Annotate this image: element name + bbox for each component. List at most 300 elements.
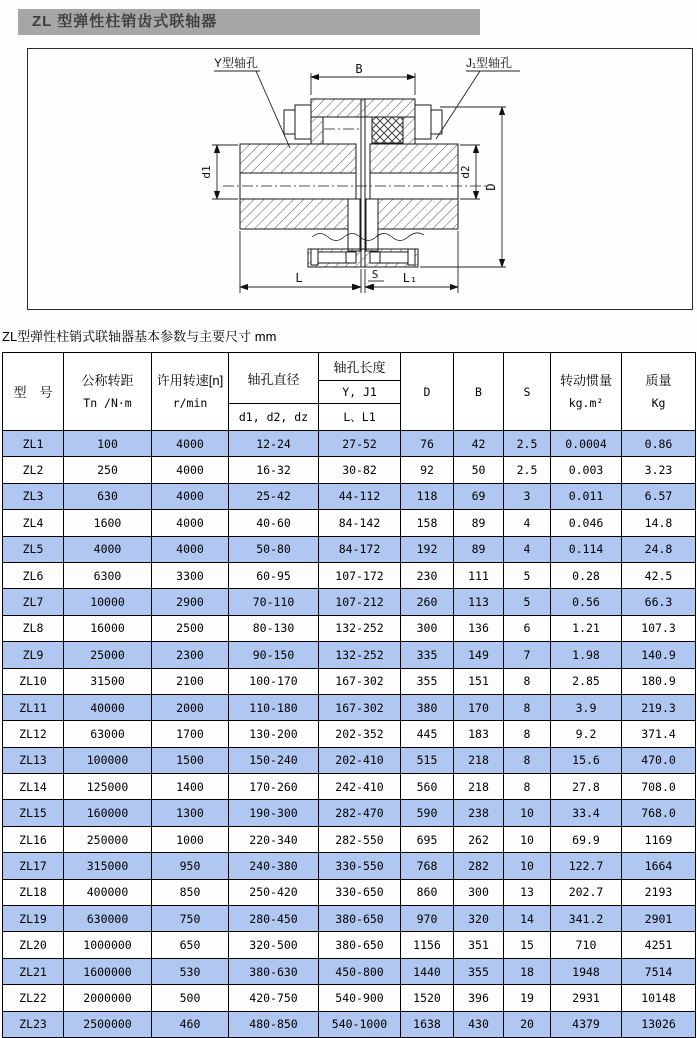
value-cell: 710 xyxy=(551,932,622,958)
value-cell: 2.85 xyxy=(551,668,622,694)
table-row xyxy=(3,668,696,694)
value-cell: 430 xyxy=(454,1011,504,1037)
label-dim-L: L xyxy=(295,271,303,285)
value-cell: 19 xyxy=(504,985,551,1011)
value-cell: 250 xyxy=(64,457,152,483)
value-cell: 218 xyxy=(454,774,504,800)
value-cell: 16-32 xyxy=(229,457,319,483)
value-cell: 69.9 xyxy=(551,826,622,852)
value-cell: 158 xyxy=(401,510,454,536)
value-cell: 92 xyxy=(401,457,454,483)
table-row xyxy=(3,853,696,879)
value-cell: 1000 xyxy=(152,826,229,852)
value-cell: 300 xyxy=(401,615,454,641)
value-cell: 12-24 xyxy=(229,431,319,457)
value-cell: 500 xyxy=(152,985,229,1011)
value-cell: 1948 xyxy=(551,958,622,984)
value-cell: 122.7 xyxy=(551,853,622,879)
value-cell: 76 xyxy=(401,431,454,457)
dim-d1 xyxy=(212,145,238,199)
table-row xyxy=(3,589,696,615)
value-cell: 351 xyxy=(454,932,504,958)
model-cell: ZL1 xyxy=(3,431,64,457)
model-cell: ZL22 xyxy=(3,985,64,1011)
value-cell: 218 xyxy=(454,747,504,773)
value-cell: 0.011 xyxy=(551,483,622,509)
header-bore-length-ll1: L、L1 xyxy=(319,404,401,431)
value-cell: 220-340 xyxy=(229,826,319,852)
value-cell: 202.7 xyxy=(551,879,622,905)
value-cell: 380-650 xyxy=(319,906,401,932)
value-cell: 27.8 xyxy=(551,774,622,800)
value-cell: 4 xyxy=(504,510,551,536)
table-row xyxy=(3,800,696,826)
value-cell: 0.0004 xyxy=(551,431,622,457)
value-cell: 118 xyxy=(401,483,454,509)
value-cell: 380 xyxy=(401,694,454,720)
value-cell: 110-180 xyxy=(229,694,319,720)
value-cell: 1300 xyxy=(152,800,229,826)
table-caption-unit: mm xyxy=(254,329,277,344)
header-speed-title: 许用转速[n] xyxy=(156,372,224,388)
leader-j1-bore xyxy=(436,71,520,139)
value-cell: 0.86 xyxy=(622,431,696,457)
value-cell: 282-550 xyxy=(319,826,401,852)
value-cell: 1500 xyxy=(152,747,229,773)
model-cell: ZL20 xyxy=(3,932,64,958)
value-cell: 630 xyxy=(64,483,152,509)
value-cell: 380-630 xyxy=(229,958,319,984)
value-cell: 190-300 xyxy=(229,800,319,826)
value-cell: 1.98 xyxy=(551,642,622,668)
model-cell: ZL12 xyxy=(3,721,64,747)
table-row xyxy=(3,483,696,509)
coupling-cross-section xyxy=(28,49,692,309)
value-cell: 170-260 xyxy=(229,774,319,800)
value-cell: 202-352 xyxy=(319,721,401,747)
value-cell: 7 xyxy=(504,642,551,668)
value-cell: 6.57 xyxy=(622,483,696,509)
value-cell: 396 xyxy=(454,985,504,1011)
label-dim-d1: d1 xyxy=(200,165,213,179)
model-cell: ZL8 xyxy=(3,615,64,641)
value-cell: 42 xyxy=(454,431,504,457)
value-cell: 2300 xyxy=(152,642,229,668)
value-cell: 89 xyxy=(454,536,504,562)
value-cell: 14.8 xyxy=(622,510,696,536)
value-cell: 1440 xyxy=(401,958,454,984)
hub-right xyxy=(370,144,458,229)
value-cell: 1600000 xyxy=(64,958,152,984)
value-cell: 63000 xyxy=(64,721,152,747)
value-cell: 5 xyxy=(504,562,551,588)
value-cell: 240-380 xyxy=(229,853,319,879)
value-cell: 238 xyxy=(454,800,504,826)
value-cell: 335 xyxy=(401,642,454,668)
value-cell: 167-302 xyxy=(319,694,401,720)
model-cell: ZL21 xyxy=(3,958,64,984)
value-cell: 515 xyxy=(401,747,454,773)
value-cell: 0.114 xyxy=(551,536,622,562)
value-cell: 2500000 xyxy=(64,1011,152,1037)
value-cell: 2193 xyxy=(622,879,696,905)
value-cell: 84-142 xyxy=(319,510,401,536)
model-cell: ZL18 xyxy=(3,879,64,905)
value-cell: 280-450 xyxy=(229,906,319,932)
value-cell: 4251 xyxy=(622,932,696,958)
table-row xyxy=(3,879,696,905)
header-B: B xyxy=(454,353,504,431)
value-cell: 40-60 xyxy=(229,510,319,536)
value-cell: 4000 xyxy=(152,536,229,562)
value-cell: 10 xyxy=(504,853,551,879)
value-cell: 282-470 xyxy=(319,800,401,826)
value-cell: 540-1000 xyxy=(319,1011,401,1037)
value-cell: 170 xyxy=(454,694,504,720)
value-cell: 708.0 xyxy=(622,774,696,800)
value-cell: 750 xyxy=(152,906,229,932)
value-cell: 136 xyxy=(454,615,504,641)
value-cell: 480-850 xyxy=(229,1011,319,1037)
value-cell: 151 xyxy=(454,668,504,694)
value-cell: 4000 xyxy=(152,483,229,509)
value-cell: 4000 xyxy=(152,431,229,457)
table-row xyxy=(3,826,696,852)
value-cell: 30-82 xyxy=(319,457,401,483)
value-cell: 4000 xyxy=(152,457,229,483)
value-cell: 260 xyxy=(401,589,454,615)
table-row xyxy=(3,510,696,536)
value-cell: 10 xyxy=(504,800,551,826)
value-cell: 2100 xyxy=(152,668,229,694)
value-cell: 8 xyxy=(504,774,551,800)
value-cell: 8 xyxy=(504,747,551,773)
value-cell: 315000 xyxy=(64,853,152,879)
value-cell: 3 xyxy=(504,483,551,509)
value-cell: 4 xyxy=(504,536,551,562)
value-cell: 450-800 xyxy=(319,958,401,984)
model-cell: ZL16 xyxy=(3,826,64,852)
value-cell: 3.9 xyxy=(551,694,622,720)
value-cell: 4000 xyxy=(152,510,229,536)
header-inertia xyxy=(551,353,622,431)
value-cell: 3.23 xyxy=(622,457,696,483)
value-cell: 970 xyxy=(401,906,454,932)
model-cell: ZL23 xyxy=(3,1011,64,1037)
value-cell: 850 xyxy=(152,879,229,905)
table-caption xyxy=(2,326,276,345)
pin-assembly xyxy=(308,249,418,267)
model-cell: ZL13 xyxy=(3,747,64,773)
value-cell: 202-410 xyxy=(319,747,401,773)
hub-left xyxy=(240,144,356,229)
value-cell: 768 xyxy=(401,853,454,879)
model-cell: ZL17 xyxy=(3,853,64,879)
value-cell: 282 xyxy=(454,853,504,879)
value-cell: 18 xyxy=(504,958,551,984)
header-mass-title: 质量 xyxy=(645,372,672,388)
value-cell: 320-500 xyxy=(229,932,319,958)
value-cell: 355 xyxy=(401,668,454,694)
header-bore-diameter: 轴孔直径 xyxy=(229,353,319,404)
model-cell: ZL4 xyxy=(3,510,64,536)
value-cell: 0.003 xyxy=(551,457,622,483)
value-cell: 250000 xyxy=(64,826,152,852)
value-cell: 0.28 xyxy=(551,562,622,588)
model-cell: ZL11 xyxy=(3,694,64,720)
table-row xyxy=(3,774,696,800)
value-cell: 25000 xyxy=(64,642,152,668)
label-dim-b: B xyxy=(355,62,363,76)
header-inertia-unit: kg.m² xyxy=(568,395,604,410)
value-cell: 180.9 xyxy=(622,668,696,694)
value-cell: 2000000 xyxy=(64,985,152,1011)
value-cell: 69 xyxy=(454,483,504,509)
header-bore-length: 轴孔长度 xyxy=(319,353,401,381)
value-cell: 100-170 xyxy=(229,668,319,694)
value-cell: 695 xyxy=(401,826,454,852)
value-cell: 950 xyxy=(152,853,229,879)
value-cell: 380-650 xyxy=(319,932,401,958)
header-mass xyxy=(622,353,696,431)
value-cell: 2.5 xyxy=(504,457,551,483)
table-row xyxy=(3,985,696,1011)
value-cell: 330-650 xyxy=(319,879,401,905)
header-bore-length-yj1: Y, J1 xyxy=(319,381,401,404)
value-cell: 60-95 xyxy=(229,562,319,588)
value-cell: 2900 xyxy=(152,589,229,615)
label-dim-D: D xyxy=(484,183,498,191)
value-cell: 2901 xyxy=(622,906,696,932)
dim-B xyxy=(311,73,415,95)
value-cell: 10000 xyxy=(64,589,152,615)
value-cell: 1169 xyxy=(622,826,696,852)
value-cell: 150-240 xyxy=(229,747,319,773)
model-cell: ZL5 xyxy=(3,536,64,562)
table-row xyxy=(3,694,696,720)
pin-plates xyxy=(348,199,378,251)
value-cell: 132-252 xyxy=(319,615,401,641)
value-cell: 445 xyxy=(401,721,454,747)
value-cell: 0.046 xyxy=(551,510,622,536)
model-cell: ZL10 xyxy=(3,668,64,694)
table-row xyxy=(3,431,696,457)
value-cell: 630000 xyxy=(64,906,152,932)
value-cell: 16000 xyxy=(64,615,152,641)
table-row xyxy=(3,1011,696,1037)
flange-bolt-left xyxy=(284,105,311,139)
value-cell: 160000 xyxy=(64,800,152,826)
value-cell: 25-42 xyxy=(229,483,319,509)
value-cell: 530 xyxy=(152,958,229,984)
value-cell: 590 xyxy=(401,800,454,826)
value-cell: 1600 xyxy=(64,510,152,536)
model-cell: ZL6 xyxy=(3,562,64,588)
header-speed xyxy=(152,353,229,431)
spec-table xyxy=(2,352,696,1038)
table-row xyxy=(3,615,696,641)
value-cell: 1700 xyxy=(152,721,229,747)
value-cell: 540-900 xyxy=(319,985,401,1011)
table-row xyxy=(3,747,696,773)
value-cell: 8 xyxy=(504,668,551,694)
value-cell: 10 xyxy=(504,826,551,852)
value-cell: 470.0 xyxy=(622,747,696,773)
value-cell: 132-252 xyxy=(319,642,401,668)
value-cell: 2931 xyxy=(551,985,622,1011)
value-cell: 2500 xyxy=(152,615,229,641)
header-speed-unit: r/min xyxy=(172,395,208,410)
value-cell: 84-172 xyxy=(319,536,401,562)
table-row xyxy=(3,906,696,932)
value-cell: 140.9 xyxy=(622,642,696,668)
value-cell: 400000 xyxy=(64,879,152,905)
value-cell: 8 xyxy=(504,721,551,747)
model-cell: ZL19 xyxy=(3,906,64,932)
value-cell: 44-112 xyxy=(319,483,401,509)
model-cell: ZL14 xyxy=(3,774,64,800)
value-cell: 219.3 xyxy=(622,694,696,720)
header-inertia-title: 转动惯量 xyxy=(559,372,612,388)
value-cell: 320 xyxy=(454,906,504,932)
spec-table-header xyxy=(3,353,696,431)
value-cell: 6 xyxy=(504,615,551,641)
value-cell: 20 xyxy=(504,1011,551,1037)
value-cell: 242-410 xyxy=(319,774,401,800)
value-cell: 15 xyxy=(504,932,551,958)
value-cell: 420-750 xyxy=(229,985,319,1011)
value-cell: 1156 xyxy=(401,932,454,958)
value-cell: 31500 xyxy=(64,668,152,694)
header-mass-unit: Kg xyxy=(651,395,666,410)
spec-table-body xyxy=(3,431,696,1038)
label-j1-bore: J₁型轴孔 xyxy=(466,56,513,70)
header-S: S xyxy=(504,353,551,431)
value-cell: 24.8 xyxy=(622,536,696,562)
table-row xyxy=(3,536,696,562)
value-cell: 262 xyxy=(454,826,504,852)
value-cell: 355 xyxy=(454,958,504,984)
value-cell: 2000 xyxy=(152,694,229,720)
value-cell: 560 xyxy=(401,774,454,800)
value-cell: 107-212 xyxy=(319,589,401,615)
model-cell: ZL7 xyxy=(3,589,64,615)
label-dim-S: S xyxy=(371,268,379,281)
value-cell: 13026 xyxy=(622,1011,696,1037)
value-cell: 230 xyxy=(401,562,454,588)
value-cell: 90-150 xyxy=(229,642,319,668)
value-cell: 10148 xyxy=(622,985,696,1011)
header-D: D xyxy=(401,353,454,431)
value-cell: 111 xyxy=(454,562,504,588)
value-cell: 66.3 xyxy=(622,589,696,615)
model-cell: ZL9 xyxy=(3,642,64,668)
value-cell: 107-172 xyxy=(319,562,401,588)
value-cell: 650 xyxy=(152,932,229,958)
label-dim-L1: L₁ xyxy=(402,271,418,285)
value-cell: 113 xyxy=(454,589,504,615)
value-cell: 0.56 xyxy=(551,589,622,615)
header-torque-title: 公称转距 xyxy=(81,372,134,388)
value-cell: 9.2 xyxy=(551,721,622,747)
table-row xyxy=(3,457,696,483)
table-row xyxy=(3,721,696,747)
value-cell: 460 xyxy=(152,1011,229,1037)
value-cell: 330-550 xyxy=(319,853,401,879)
value-cell: 3300 xyxy=(152,562,229,588)
value-cell: 15.6 xyxy=(551,747,622,773)
value-cell: 4000 xyxy=(64,536,152,562)
model-cell: ZL15 xyxy=(3,800,64,826)
value-cell: 250-420 xyxy=(229,879,319,905)
value-cell: 40000 xyxy=(64,694,152,720)
value-cell: 1638 xyxy=(401,1011,454,1037)
value-cell: 1000000 xyxy=(64,932,152,958)
label-y-bore: Y型轴孔 xyxy=(214,56,259,70)
header-torque xyxy=(64,353,152,431)
table-row xyxy=(3,562,696,588)
coupling-drawing xyxy=(27,48,693,310)
value-cell: 1520 xyxy=(401,985,454,1011)
value-cell: 100000 xyxy=(64,747,152,773)
table-row xyxy=(3,932,696,958)
value-cell: 42.5 xyxy=(622,562,696,588)
center-joint-lines xyxy=(361,99,365,267)
table-caption-text: ZL型弹性柱销式联轴器基本参数与主要尺寸 xyxy=(2,329,252,344)
value-cell: 13 xyxy=(504,879,551,905)
value-cell: 33.4 xyxy=(551,800,622,826)
value-cell: 107.3 xyxy=(622,615,696,641)
value-cell: 371.4 xyxy=(622,721,696,747)
table-row xyxy=(3,958,696,984)
leader-y-bore xyxy=(214,71,290,148)
value-cell: 183 xyxy=(454,721,504,747)
value-cell: 5 xyxy=(504,589,551,615)
label-dim-d2: d2 xyxy=(459,165,472,179)
value-cell: 2.5 xyxy=(504,431,551,457)
page-title: ZL 型弹性柱销齿式联轴器 xyxy=(18,9,480,35)
value-cell: 1.21 xyxy=(551,615,622,641)
value-cell: 130-200 xyxy=(229,721,319,747)
table-row xyxy=(3,642,696,668)
value-cell: 341.2 xyxy=(551,906,622,932)
elastic-element xyxy=(372,117,403,143)
model-cell: ZL2 xyxy=(3,457,64,483)
value-cell: 14 xyxy=(504,906,551,932)
value-cell: 149 xyxy=(454,642,504,668)
value-cell: 7514 xyxy=(622,958,696,984)
value-cell: 80-130 xyxy=(229,615,319,641)
value-cell: 50-80 xyxy=(229,536,319,562)
header-model: 型 号 xyxy=(3,353,64,431)
value-cell: 768.0 xyxy=(622,800,696,826)
model-cell: ZL3 xyxy=(3,483,64,509)
header-bore-diameter-sub: d1, d2, dz xyxy=(229,404,319,431)
value-cell: 50 xyxy=(454,457,504,483)
value-cell: 6300 xyxy=(64,562,152,588)
value-cell: 167-302 xyxy=(319,668,401,694)
value-cell: 1664 xyxy=(622,853,696,879)
value-cell: 27-52 xyxy=(319,431,401,457)
dim-S xyxy=(349,269,384,293)
flange-bolt-right xyxy=(415,105,442,139)
value-cell: 125000 xyxy=(64,774,152,800)
value-cell: 192 xyxy=(401,536,454,562)
value-cell: 8 xyxy=(504,694,551,720)
value-cell: 89 xyxy=(454,510,504,536)
header-torque-unit: Tn /N·m xyxy=(83,395,132,410)
value-cell: 4379 xyxy=(551,1011,622,1037)
